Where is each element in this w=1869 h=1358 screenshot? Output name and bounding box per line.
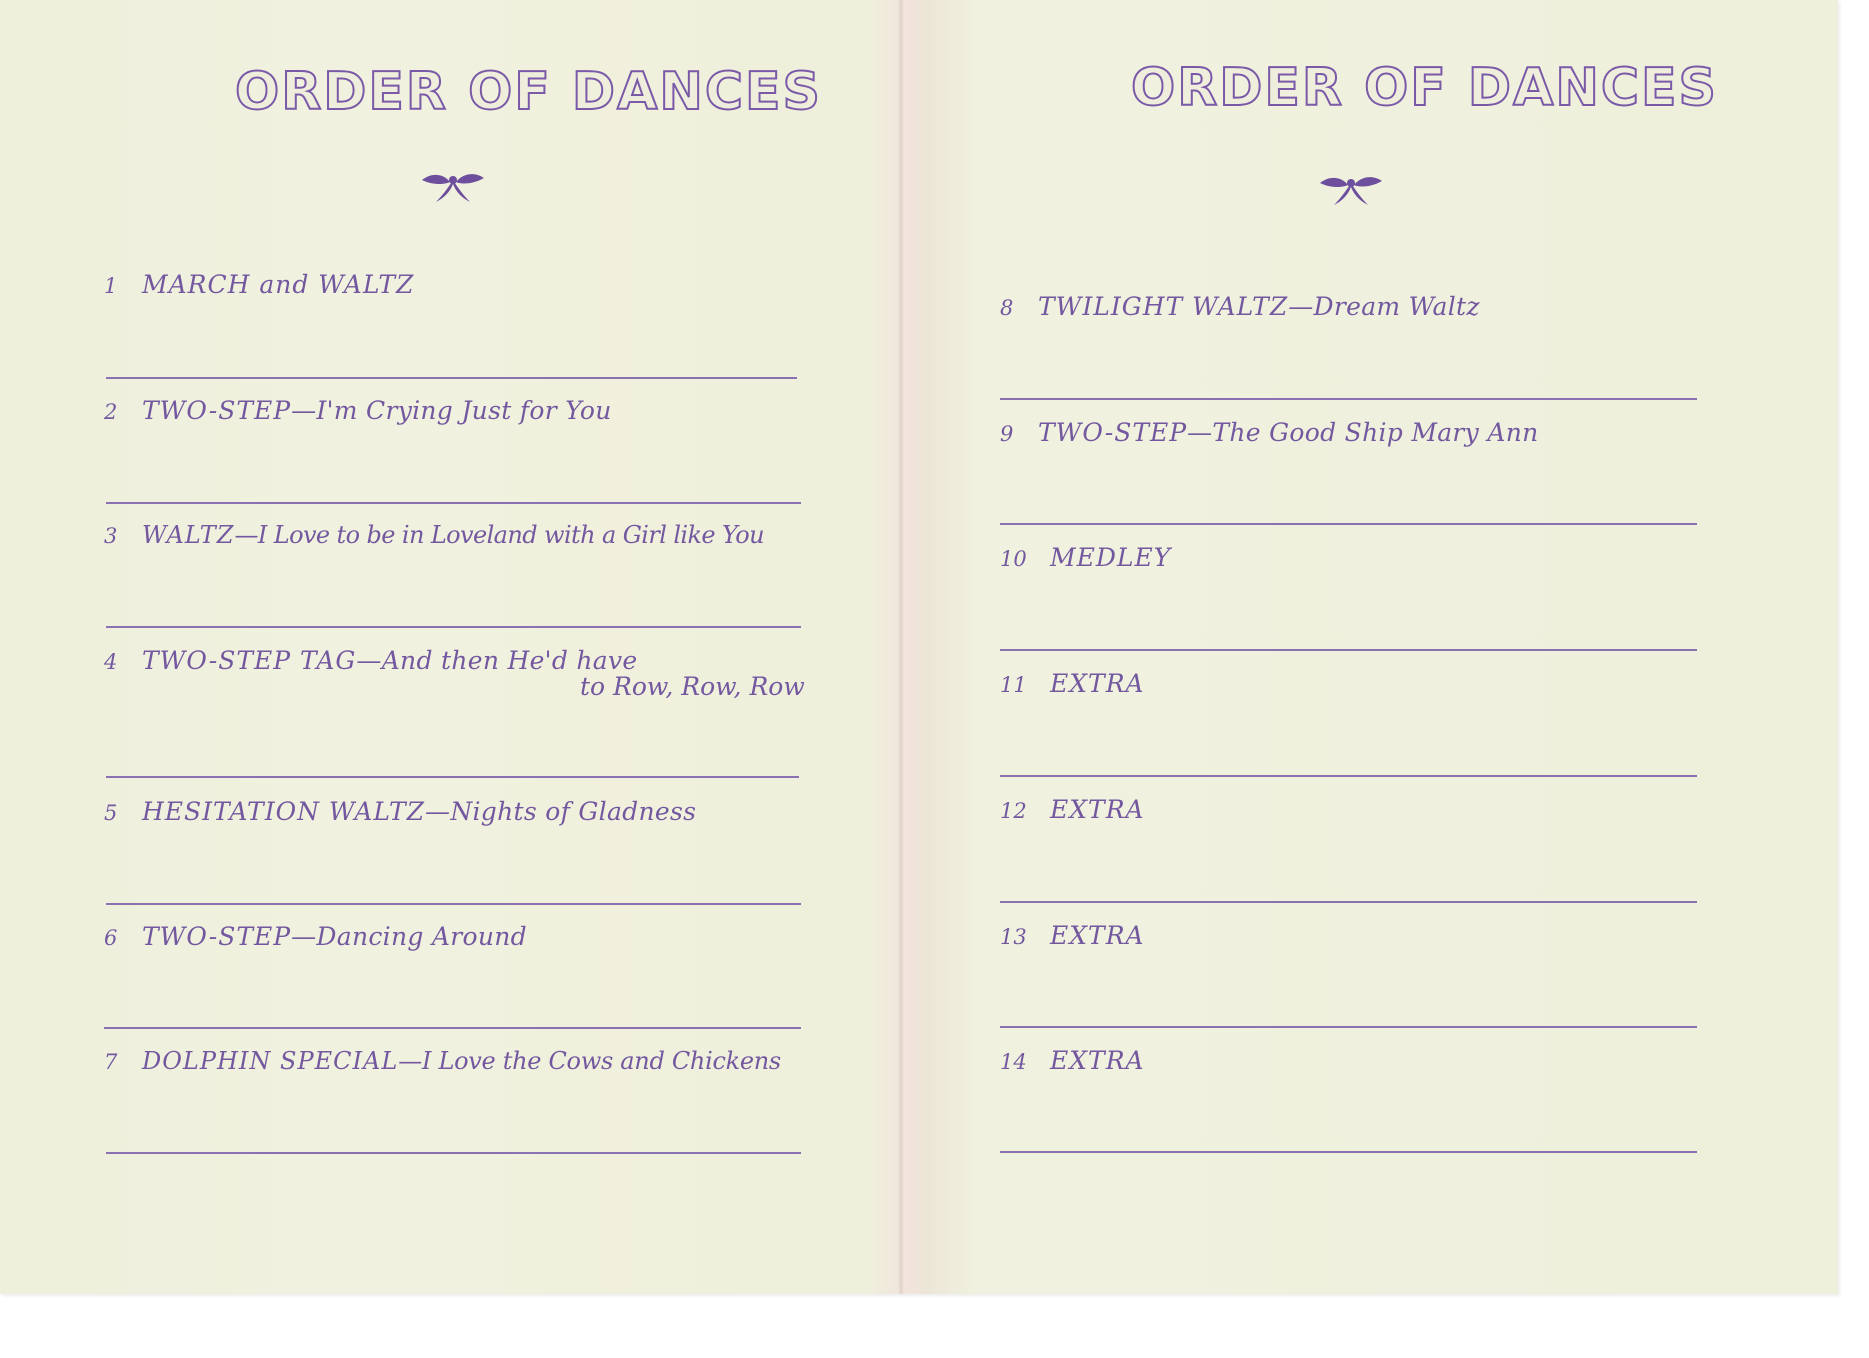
signature-line (1000, 775, 1697, 777)
dance-number: 4 (104, 650, 118, 674)
dance-number: 8 (1000, 296, 1014, 320)
signature-line (106, 626, 801, 628)
dance-title: EXTRA (1050, 1046, 1145, 1075)
dance-entry (104, 922, 527, 951)
dance-subtitle: —I'm Crying Just for You (291, 396, 612, 425)
dance-entry (104, 521, 764, 549)
dance-number: 1 (104, 274, 118, 298)
signature-line (106, 502, 801, 504)
dance-title: DOLPHIN SPECIAL (142, 1047, 399, 1075)
signature-line (106, 1152, 801, 1154)
right-page (900, 0, 1838, 1294)
dance-number: 2 (104, 400, 118, 424)
left-page (0, 0, 900, 1294)
dance-entry (1000, 921, 1145, 950)
dance-title: TWO-STEP (142, 922, 292, 951)
dance-entry (104, 646, 638, 675)
dance-subtitle-continuation: to Row, Row, Row (580, 672, 805, 701)
dance-entry (104, 270, 414, 299)
signature-line (104, 1027, 801, 1029)
dance-entry (1000, 795, 1145, 824)
dance-number: 14 (1000, 1050, 1027, 1074)
dance-number: 12 (1000, 799, 1027, 823)
dance-entry (1000, 1046, 1145, 1075)
dance-entry (1000, 292, 1480, 321)
dance-entry (104, 396, 612, 425)
dance-title: HESITATION WALTZ (142, 797, 426, 826)
dance-subtitle: —Dancing Around (291, 922, 527, 951)
dance-subtitle: —And then He'd have (356, 646, 638, 675)
dance-title: EXTRA (1050, 921, 1145, 950)
signature-line (106, 776, 799, 778)
dance-number: 10 (1000, 547, 1027, 571)
dance-number: 11 (1000, 673, 1027, 697)
dance-title: TWO-STEP (1038, 418, 1188, 447)
dance-subtitle: —I Love the Cows and Chickens (398, 1047, 781, 1075)
dance-entry (1000, 669, 1145, 698)
dance-title: MARCH and WALTZ (142, 270, 415, 299)
dance-number: 5 (104, 801, 118, 825)
dance-subtitle: —Dream Waltz (1288, 292, 1480, 321)
right-page-heading: ORDER OF DANCES (1131, 58, 1718, 118)
signature-line (106, 377, 797, 379)
dance-subtitle: —Nights of Gladness (425, 797, 697, 826)
dance-title: EXTRA (1050, 795, 1145, 824)
dance-number: 6 (104, 926, 118, 950)
dance-number: 3 (104, 524, 118, 548)
dance-title: EXTRA (1050, 669, 1145, 698)
dance-number: 13 (1000, 925, 1027, 949)
dance-entry (104, 1047, 781, 1075)
signature-line (1000, 1151, 1697, 1153)
dance-subtitle: —The Good Ship Mary Ann (1187, 418, 1539, 447)
dance-title: WALTZ (142, 521, 235, 549)
dance-entry (104, 797, 696, 826)
dance-entry (1000, 418, 1539, 447)
dance-title: TWILIGHT WALTZ (1038, 292, 1289, 321)
dance-entry (1000, 543, 1171, 572)
signature-line (1000, 901, 1697, 903)
signature-line (1000, 1026, 1697, 1028)
signature-line (1000, 649, 1697, 651)
dance-title: TWO-STEP (142, 396, 292, 425)
dance-title: MEDLEY (1050, 543, 1172, 572)
signature-line (1000, 523, 1697, 525)
dance-number: 7 (104, 1050, 118, 1074)
dance-subtitle: —I Love to be in Loveland with a Girl like You (234, 521, 764, 549)
left-page-heading: ORDER OF DANCES (235, 62, 822, 122)
dance-title: TWO-STEP TAG (142, 646, 357, 675)
signature-line (1000, 398, 1697, 400)
fleuron-icon (420, 170, 486, 204)
fleuron-icon (1318, 173, 1384, 207)
dance-number: 9 (1000, 422, 1014, 446)
signature-line (106, 903, 801, 905)
